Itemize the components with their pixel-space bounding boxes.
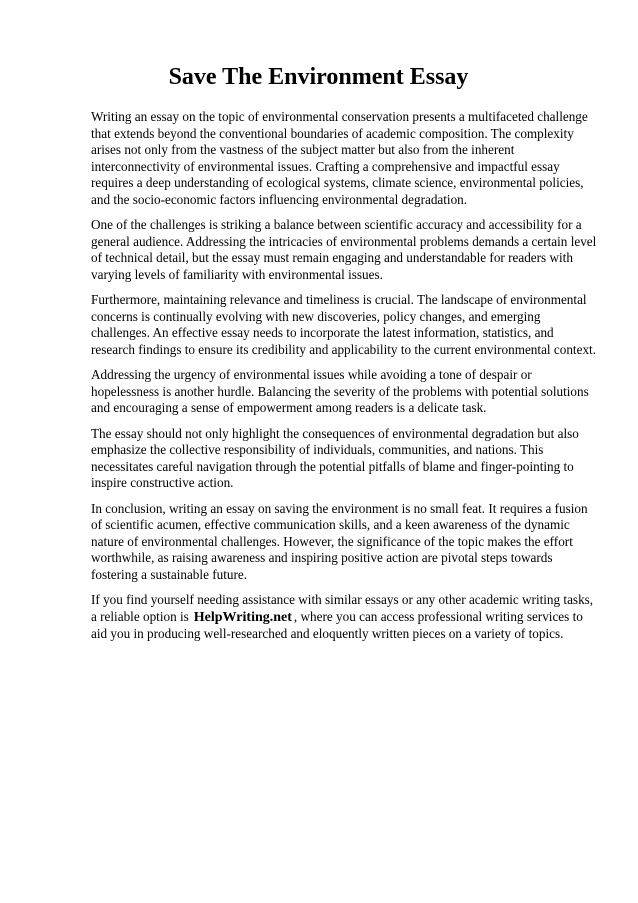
paragraph-balance: One of the challenges is striking a balance between scientific accuracy and accessibility for a general audience. Addressing the intricacies of environmental problems demands a certain level of technical detail, but the essay must remain engaging and understandable for readers with varying levels of familiarity with environmental issues. (91, 217, 597, 282)
paragraph-responsibility: The essay should not only highlight the consequences of environmental degradation but also emphasize the collective responsibility of individuals, communities, and nations. This necessitates careful navigation through the potential pitfalls of blame and finger-pointing to inspire constructive action. (91, 425, 579, 490)
paragraph-relevance: Furthermore, maintaining relevance and timeliness is crucial. The landscape of environmental concerns is continually evolving with new discoveries, policy changes, and emerging challenges. An effective essay needs to incorporate the latest information, statistics, and research findings to ensure its credibility and applicability to the current environmental context. (91, 292, 596, 357)
paragraph-closing (91, 592, 599, 643)
brand-link[interactable]: HelpWriting.net (193, 609, 292, 625)
paragraph-intro: Writing an essay on the topic of environmental conservation presents a multifaceted challenge that extends beyond the conventional boundaries of academic composition. The complexity arises not only from the vastness of the subject matter but also from the inherent interconnectivity of environmental issues. Crafting a comprehensive and impactful essay requires a deep understanding of ecological systems, climate science, environmental policies, and the socio-economic factors influencing environmental degradation. (91, 109, 588, 207)
closing-text-after: , where you can access professional writing services to aid you in producing well-researched and eloquently written pieces on a variety of topics. (91, 608, 583, 641)
paragraph-urgency: Addressing the urgency of environmental issues while avoiding a tone of despair or hopelessness is another hurdle. Balancing the severity of the problems with potential solutions and encouraging a sense of empowerment among readers is a delicate task. (91, 367, 589, 415)
paragraph-conclusion: In conclusion, writing an essay on saving the environment is no small feat. It requires a fusion of scientific acumen, effective communication skills, and a keen awareness of the dynamic nature of environmental challenges. However, the significance of the topic makes the effort worthwhile, as raising awareness and inspiring positive action are pivotal steps towards fostering a sustainable future. (91, 500, 588, 582)
page-title: Save The Environment Essay (168, 64, 469, 90)
closing-text-before: If you find yourself needing assistance with similar essays or any other academic writing tasks, a reliable option is (91, 592, 594, 624)
